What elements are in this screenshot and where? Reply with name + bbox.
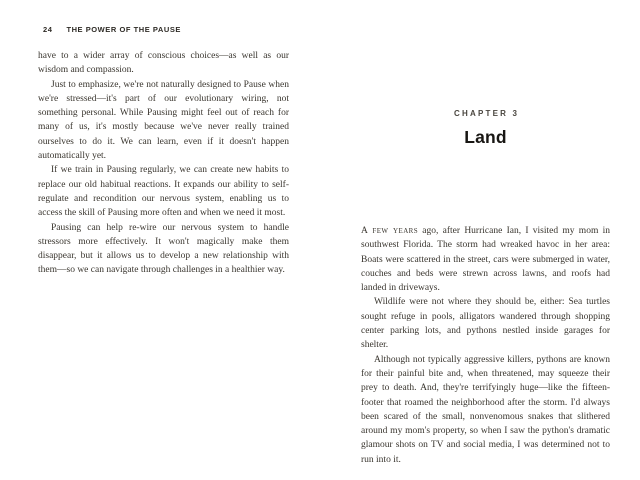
paragraph: Pausing can help re-wire our nervous system to handle stressors more effectively. It won't magically make them disappear, but it allows us to develop a new relationship with them—so we can navigate through challenges in a healthier way. (38, 222, 289, 276)
chapter-title: Land (464, 127, 507, 147)
paragraph: have to a wider array of conscious choices—as well as our wisdom and compassion. (38, 51, 289, 76)
chapter-label: CHAPTER 3 (454, 109, 520, 118)
running-header-title: THE POWER OF THE PAUSE (66, 25, 181, 34)
page-number: 24 (43, 25, 53, 34)
left-page-body (38, 49, 289, 278)
chapter-heading (361, 109, 610, 148)
running-header (43, 25, 181, 34)
paragraph: If we train in Pausing regularly, we can create new habits to replace our old habitual reactions. It expands our ability to self-regulate and recondition our nervous system, enabling us to access the skill of Pausing more often and when we need it most. (38, 165, 289, 219)
paragraph: A few years ago, after Hurricane Ian, I visited my mom in southwest Florida. The storm had wreaked havoc in her area: Boats were scattered in the street, cars were submerged in water, couches and beds were strewn across lawns, and roofs had landed in driveways. (361, 226, 610, 294)
paragraph-lead-in: A few years (361, 226, 419, 236)
paragraph: Wildlife were not where they should be, either: Sea turtles sought refuge in pools, alligators wandered through shopping center parking lots, and pythons nestled inside garages for shelter. (361, 297, 610, 351)
right-page-body (361, 224, 610, 467)
paragraph: Just to emphasize, we're not naturally designed to Pause when we're stressed—it's part of our evolutionary wiring, not something personal. While Pausing might feel out of reach for many of us, it's mostly because we've never really trained ourselves to do it. We can learn, even if it doesn't happen automatically yet. (38, 79, 289, 162)
right-page (320, 0, 640, 480)
paragraph: Although not typically aggressive killers, pythons are known for their painful bite and, when threatened, may squeeze their prey to death. And, they're terrifyingly huge—like the fifteen-footer that roamed the neighborhood after the storm. I'd always been scared of the small, nonvenomous snakes that slithered around my mom's property, so when I saw the python's dramatic glamour shots on TV and social media, I was determined not to run into it. (361, 354, 610, 465)
